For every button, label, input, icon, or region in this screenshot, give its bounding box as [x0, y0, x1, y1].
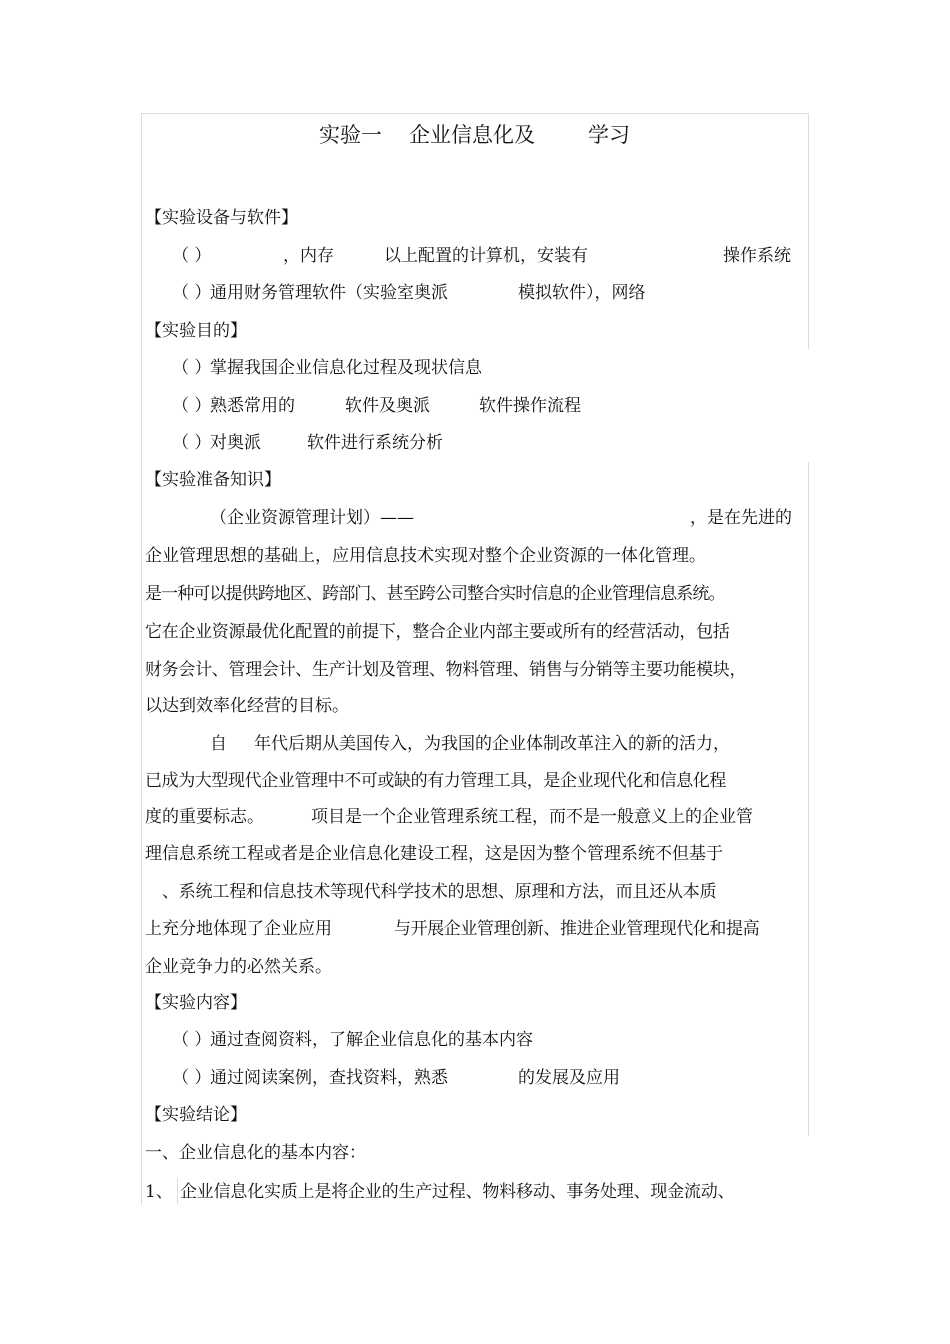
knowledge-p1-line6: 以达到效率化经营的目标。 — [145, 696, 349, 716]
frame-top-border — [141, 113, 809, 114]
knowledge-p1-line3: 是一种可以提供跨地区、跨部门、甚至跨公司整合实时信息的企业管理信息系统。 — [145, 584, 725, 604]
page-title-part1: 实验一 — [319, 123, 382, 147]
content-item2-text-a: 通过阅读案例，查找资料，熟悉 — [210, 1068, 448, 1088]
page-title-part2: 企业信息化及 — [409, 123, 535, 147]
content-item2-number: （ ） — [172, 1068, 212, 1088]
knowledge-p2-line2: 已成为大型现代企业管理中不可或缺的有力管理工具，是企业现代化和信息化程 — [145, 771, 726, 791]
conclusion-item1-text: 企业信息化实质上是将企业的生产过程、物料移动、事务处理、现金流动、 — [180, 1182, 735, 1202]
knowledge-p1-line2: 企业管理思想的基础上，应用信息技术实现对整个企业资源的一体化管理。 — [145, 546, 706, 566]
content-item1-text: 通过查阅资料，了解企业信息化的基本内容 — [210, 1030, 533, 1050]
knowledge-p2-line5: 、系统工程和信息技术等现代科学技术的思想、原理和方法，而且还从本质 — [162, 882, 717, 902]
equipment-item2-text-b: 模拟软件），网络 — [518, 283, 646, 303]
conclusion-item-border — [177, 1178, 178, 1204]
conclusion-subheading: 一、企业信息化的基本内容： — [145, 1143, 366, 1163]
knowledge-p2-line1-a: 自 — [210, 734, 227, 754]
content-item2-text-b: 的发展及应用 — [518, 1068, 620, 1088]
section-heading-knowledge: 【实验准备知识】 — [145, 470, 281, 490]
section-heading-content: 【实验内容】 — [145, 993, 247, 1013]
knowledge-p2-line4: 理信息系统工程或者是企业信息化建设工程，这是因为整个管理系统不但基于 — [145, 844, 723, 864]
conclusion-item1-number: 1、 — [145, 1182, 173, 1202]
goal-item1-number: （ ） — [172, 358, 212, 378]
section-heading-equipment: 【实验设备与软件】 — [145, 208, 298, 228]
knowledge-p2-line6-a: 上充分地体现了企业应用 — [145, 919, 332, 939]
equipment-item2-text-a: 通用财务管理软件（实验室奥派 — [210, 283, 448, 303]
frame-left-border — [141, 113, 142, 1205]
equipment-item1-text-c: 操作系统 — [723, 246, 791, 266]
goal-item1-text: 掌握我国企业信息化过程及现状信息 — [210, 358, 482, 378]
content-item1-number: （ ） — [172, 1030, 212, 1050]
equipment-item1-number: （ ） — [172, 246, 212, 266]
goal-item2-text-a: 熟悉常用的 — [210, 396, 295, 416]
knowledge-p1-line4: 它在企业资源最优化配置的前提下，整合企业内部主要或所有的经营活动，包括 — [145, 622, 730, 642]
knowledge-p1-line1-b: ，是在先进的 — [690, 508, 792, 528]
page-title-part3: 学习 — [588, 123, 630, 147]
knowledge-p2-line1-b: 年代后期从美国传入，为我国的企业体制改革注入的新的活力， — [254, 734, 730, 754]
knowledge-p2-line7: 企业竞争力的必然关系。 — [145, 957, 332, 977]
frame-right-border-2 — [808, 462, 809, 1136]
knowledge-p2-line3-b: 项目是一个企业管理系统工程，而不是一般意义上的企业管 — [311, 807, 753, 827]
equipment-item1-text-b: 以上配置的计算机，安装有 — [384, 246, 588, 266]
knowledge-p2-line6-b: 与开展企业管理创新、推进企业管理现代化和提高 — [394, 919, 760, 939]
goal-item2-number: （ ） — [172, 396, 212, 416]
goal-item2-text-b: 软件及奥派 — [345, 396, 430, 416]
section-heading-goal: 【实验目的】 — [145, 321, 247, 341]
goal-item3-text-a: 对奥派 — [210, 433, 261, 453]
goal-item2-text-c: 软件操作流程 — [479, 396, 581, 416]
section-heading-conclusion: 【实验结论】 — [145, 1105, 247, 1125]
frame-right-border — [808, 113, 809, 349]
knowledge-p2-line3-a: 度的重要标志。 — [145, 807, 264, 827]
goal-item3-number: （ ） — [172, 433, 212, 453]
goal-item3-text-b: 软件进行系统分析 — [307, 433, 443, 453]
knowledge-p1-line1-a: （企业资源管理计划）—— — [210, 508, 414, 528]
knowledge-p1-line5: 财务会计、管理会计、生产计划及管理、物料管理、销售与分销等主要功能模块， — [145, 660, 747, 680]
equipment-item1-text-a: ，内存 — [283, 246, 334, 266]
equipment-item2-number: （ ） — [172, 283, 212, 303]
